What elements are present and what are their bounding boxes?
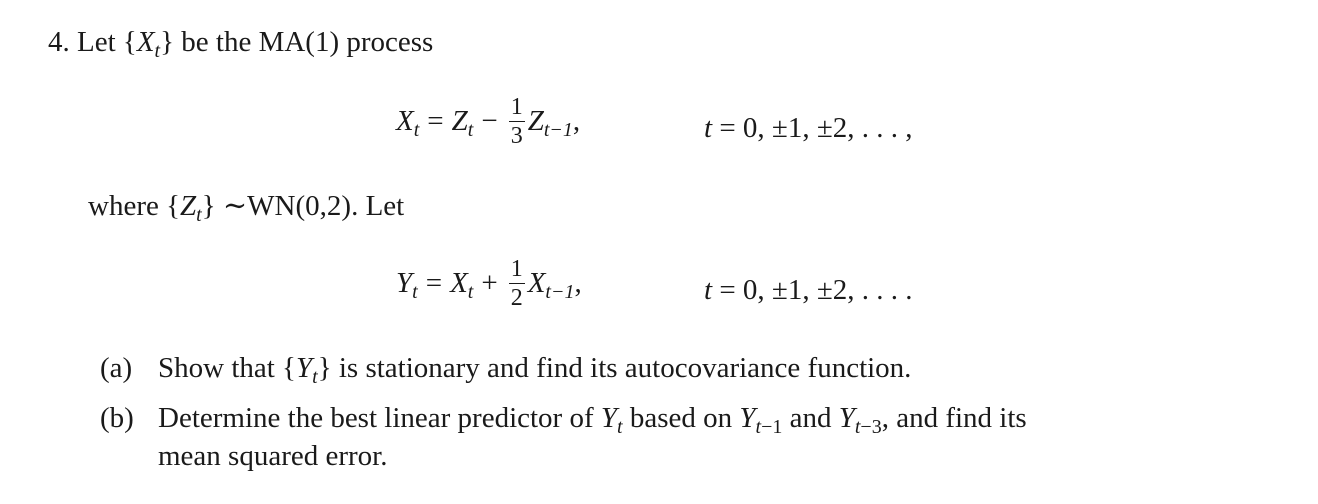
eq2-range: t = 0, ±1, ±2, . . . . — [704, 274, 913, 306]
eq2-frac-num: 1 — [510, 256, 523, 282]
eq1-frac-num: 1 — [510, 94, 523, 120]
eq1-z2-sub: t−1 — [543, 119, 573, 142]
eq2-x2: X — [527, 267, 546, 300]
part-a-label: (a) — [100, 352, 133, 384]
eq2-lhs: Y — [396, 267, 413, 300]
eq2-x2-sub: t−1 — [545, 281, 575, 304]
part-b-label: (b) — [100, 402, 134, 434]
eq1-frac-den: 3 — [510, 123, 523, 149]
eq2-x: X — [450, 267, 468, 300]
equation-y — [396, 258, 582, 313]
eq1-comma: , — [572, 105, 581, 138]
eq1-z2: Z — [527, 105, 544, 138]
eq2-lhs-sub: t — [412, 281, 418, 304]
eq1-lhs-sub: t — [413, 119, 420, 142]
eq2-equals: = — [425, 267, 443, 300]
eq2-comma: , — [574, 267, 582, 300]
part-a — [100, 352, 912, 388]
problem-intro-line — [48, 26, 434, 62]
eq1-lhs: X — [396, 105, 414, 138]
part-b — [100, 402, 1027, 438]
problem-number: 4. — [48, 26, 70, 58]
eq1-z-sub: t — [467, 119, 474, 142]
part-b-line1: Determine the best linear predictor of $Y_t$ based on $Y_{t-1}$ and $Y_{t-3}$, and find its — [158, 402, 1027, 438]
eq1-equals: = — [427, 105, 444, 138]
part-b-line2: mean squared error. — [158, 440, 388, 472]
intro-text: Let $\{X_t\}$ be the MA(1) process — [77, 26, 434, 62]
eq1-range: t = 0, ±1, ±2, . . . , — [704, 112, 913, 144]
eq1-minus: − — [481, 105, 498, 138]
part-a-text: Show that $\{Y_t\}$ is stationary and find its autocovariance function. — [158, 352, 912, 388]
eq2-plus: + — [481, 267, 498, 300]
eq1-fraction — [509, 94, 525, 149]
eq2-fraction — [509, 256, 525, 311]
where-line: where $\{Z_t\}$ ∼WN(0,2). Let — [88, 190, 405, 226]
eq2-x-sub: t — [467, 281, 474, 304]
equation-ma1 — [396, 96, 580, 151]
eq1-z: Z — [451, 105, 468, 138]
eq2-frac-den: 2 — [510, 285, 523, 311]
